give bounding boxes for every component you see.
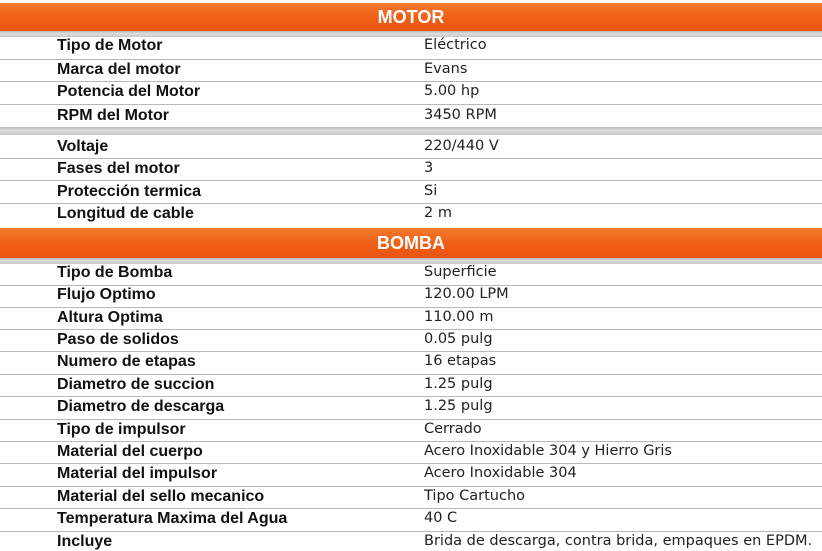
spec-value: 220/440 V <box>424 138 499 154</box>
motor-group-divider-bar <box>0 127 822 135</box>
row-divider <box>0 180 822 181</box>
spec-label: Diametro de descarga <box>57 398 225 415</box>
row-divider <box>0 531 822 532</box>
spec-label: Diametro de succion <box>57 376 215 393</box>
spec-value: 3 <box>424 160 434 176</box>
spec-row-rpm-del-motor <box>0 107 822 127</box>
row-divider <box>0 463 822 464</box>
spec-label: Temperatura Maxima del Agua <box>57 510 288 527</box>
spec-label: Altura Optima <box>57 309 163 326</box>
row-divider <box>0 307 822 308</box>
spec-row-diametro-de-descarga <box>0 398 822 420</box>
row-divider <box>0 486 822 487</box>
spec-value: 120.00 LPM <box>424 286 509 302</box>
spec-value: Si <box>424 183 438 199</box>
spec-label: Material del impulsor <box>57 465 218 482</box>
row-divider <box>0 81 822 82</box>
spec-row-flujo-optimo <box>0 286 822 308</box>
spec-row-tipo-de-bomba <box>0 264 822 286</box>
spec-label: Longitud de cable <box>57 205 194 222</box>
spec-label: Flujo Optimo <box>57 286 156 303</box>
spec-row-potencia-del-motor <box>0 83 822 105</box>
spec-value: 2 m <box>424 205 452 221</box>
spec-label: Voltaje <box>57 138 109 155</box>
spec-label: Material del sello mecanico <box>57 488 265 505</box>
spec-value: Superficie <box>424 264 497 280</box>
spec-value: 110.00 m <box>424 309 494 325</box>
spec-row-tipo-de-impulsor <box>0 421 822 443</box>
spec-row-marca-del-motor <box>0 61 822 83</box>
row-divider <box>0 104 822 105</box>
row-divider <box>0 329 822 330</box>
row-divider <box>0 374 822 375</box>
row-divider <box>0 508 822 509</box>
spec-value: Brida de descarga, contra brida, empaques en EPDM. <box>424 533 813 549</box>
spec-value: Evans <box>424 61 468 77</box>
spec-value: 0.05 pulg <box>424 331 493 347</box>
spec-value: 5.00 hp <box>424 83 480 99</box>
spec-row-diametro-de-succion <box>0 376 822 398</box>
spec-value: Eléctrico <box>424 37 487 53</box>
spec-label: Marca del motor <box>57 61 181 78</box>
spec-value: Cerrado <box>424 421 482 437</box>
bomba-section-title: BOMBA <box>377 233 445 253</box>
spec-row-numero-de-etapas <box>0 353 822 375</box>
spec-row-altura-optima <box>0 309 822 331</box>
row-divider <box>0 441 822 442</box>
spec-label: RPM del Motor <box>57 107 169 124</box>
row-divider <box>0 158 822 159</box>
spec-label: Incluye <box>57 533 113 550</box>
row-divider <box>0 396 822 397</box>
bomba-section-header <box>0 228 822 258</box>
spec-row-tipo-de-motor <box>0 37 822 59</box>
spec-label: Tipo de Motor <box>57 37 163 54</box>
spec-row-voltaje <box>0 138 822 160</box>
spec-label: Tipo de impulsor <box>57 421 186 438</box>
spec-row-proteccion-termica <box>0 183 822 205</box>
spec-row-incluye <box>0 533 822 551</box>
spec-row-longitud-de-cable <box>0 205 822 227</box>
spec-label: Fases del motor <box>57 160 180 177</box>
spec-label: Potencia del Motor <box>57 83 201 100</box>
spec-value: Tipo Cartucho <box>424 488 526 504</box>
row-divider <box>0 351 822 352</box>
motor-section-header <box>0 3 822 31</box>
spec-value: 1.25 pulg <box>424 376 493 392</box>
spec-value: 1.25 pulg <box>424 398 493 414</box>
spec-value: 16 etapas <box>424 353 497 369</box>
spec-row-material-del-sello-mecanico <box>0 488 822 510</box>
spec-row-material-del-impulsor <box>0 465 822 487</box>
row-divider <box>0 203 822 204</box>
spec-label: Paso de solidos <box>57 331 179 348</box>
spec-value: 3450 RPM <box>424 107 497 123</box>
row-divider <box>0 419 822 420</box>
spec-label: Material del cuerpo <box>57 443 203 460</box>
spec-row-fases-del-motor <box>0 160 822 182</box>
spec-value: Acero Inoxidable 304 y Hierro Gris <box>424 443 672 459</box>
row-divider <box>0 59 822 60</box>
spec-label: Protección termica <box>57 183 202 200</box>
spec-row-temperatura-maxima-del-agua <box>0 510 822 532</box>
spec-row-paso-de-solidos <box>0 331 822 353</box>
spec-row-material-del-cuerpo <box>0 443 822 465</box>
spec-label: Numero de etapas <box>57 353 196 370</box>
spec-label: Tipo de Bomba <box>57 264 173 281</box>
spec-value: Acero Inoxidable 304 <box>424 465 577 481</box>
spec-value: 40 C <box>424 510 458 526</box>
motor-section-title: MOTOR <box>377 7 445 27</box>
